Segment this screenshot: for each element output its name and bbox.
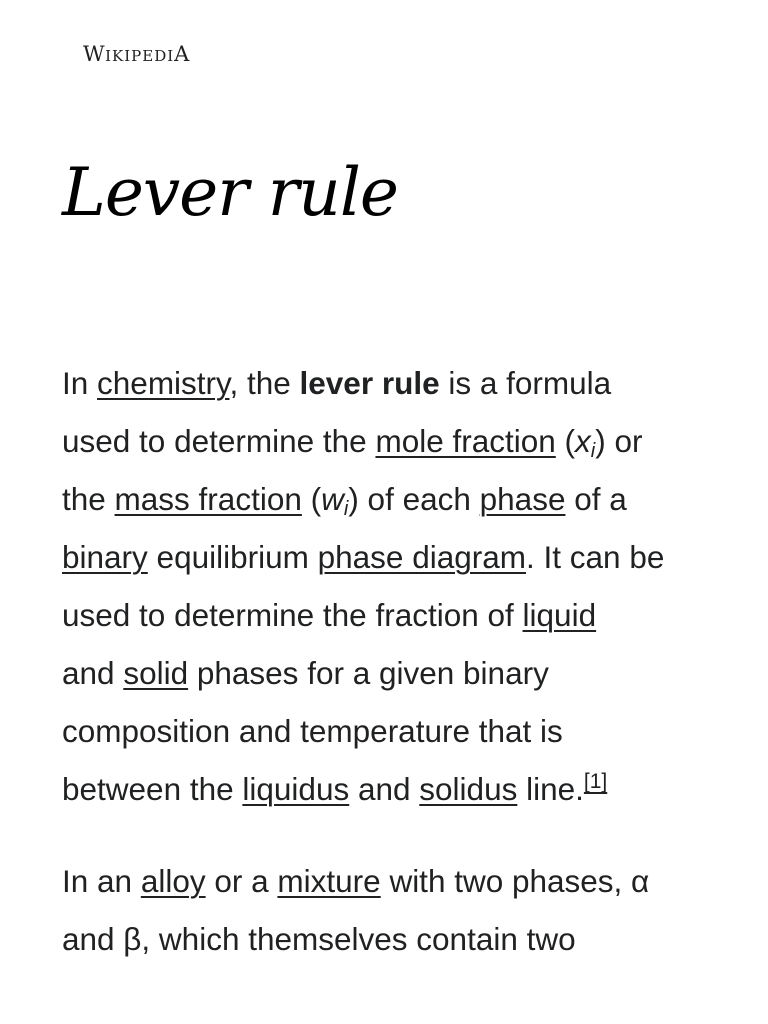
link-liquidus[interactable]: liquidus: [242, 771, 350, 807]
text-run: and: [349, 771, 420, 807]
link-solid[interactable]: solid: [123, 655, 189, 691]
text-run: used to determine the: [62, 423, 376, 459]
text-run: (: [301, 481, 322, 517]
text-run: ) or: [595, 423, 643, 459]
text-run: of a: [565, 481, 627, 517]
link-mass-fraction[interactable]: mass fraction: [114, 481, 302, 517]
text-run: ) of each: [348, 481, 480, 517]
text-run: In: [62, 365, 98, 401]
link-solidus[interactable]: solidus: [419, 771, 518, 807]
page-title: Lever rule: [62, 154, 398, 231]
subscript-i: i: [590, 440, 596, 462]
text-run: the: [62, 481, 115, 517]
text-line: [62, 760, 712, 818]
text-run: . It can be: [526, 539, 665, 575]
link-mixture[interactable]: mixture: [277, 863, 381, 899]
text-line: [62, 528, 712, 586]
wordmark-first-letter: W: [83, 42, 106, 66]
bold-term-lever-rule: lever rule: [299, 365, 440, 401]
link-mole-fraction[interactable]: mole fraction: [375, 423, 556, 459]
article-body: [62, 354, 712, 1002]
text-run: line.: [517, 771, 584, 807]
variable-w: w: [321, 481, 344, 517]
subscript-i: i: [343, 498, 349, 520]
wikipedia-wordmark[interactable]: [83, 42, 190, 66]
link-liquid[interactable]: liquid: [522, 597, 597, 633]
text-run: used to determine the fraction of: [62, 597, 523, 633]
text-run: phases for a given binary: [188, 655, 549, 691]
paragraph-second: [62, 852, 712, 968]
text-run: between the: [62, 771, 243, 807]
text-line: [62, 470, 712, 528]
link-binary[interactable]: binary: [62, 539, 148, 575]
text-run: (: [555, 423, 576, 459]
text-run: , the: [229, 365, 300, 401]
link-phase[interactable]: phase: [479, 481, 566, 517]
text-run: and: [62, 655, 124, 691]
link-chemistry[interactable]: chemistry: [97, 365, 230, 401]
text-line: [62, 644, 712, 702]
wordmark-middle-letters: IKIPEDI: [105, 47, 175, 65]
link-phase-diagram[interactable]: phase diagram: [317, 539, 527, 575]
text-line: [62, 412, 712, 470]
text-run: equilibrium: [147, 539, 318, 575]
wordmark-last-letter: A: [174, 42, 190, 66]
citation-link-1[interactable]: [1]: [583, 770, 608, 793]
text-line: [62, 702, 712, 760]
text-run: or a: [205, 863, 278, 899]
text-run: with two phases, α: [380, 863, 650, 899]
text-run: composition and temperature that is: [62, 713, 563, 749]
link-alloy[interactable]: alloy: [140, 863, 206, 899]
text-line: [62, 852, 712, 910]
text-run: and β, which themselves contain two: [62, 921, 576, 957]
variable-x: x: [575, 423, 591, 459]
text-line: [62, 354, 712, 412]
text-run: is a formula: [439, 365, 612, 401]
text-run: In an: [62, 863, 141, 899]
text-line: [62, 910, 712, 968]
text-line: [62, 586, 712, 644]
paragraph-intro: [62, 354, 712, 818]
